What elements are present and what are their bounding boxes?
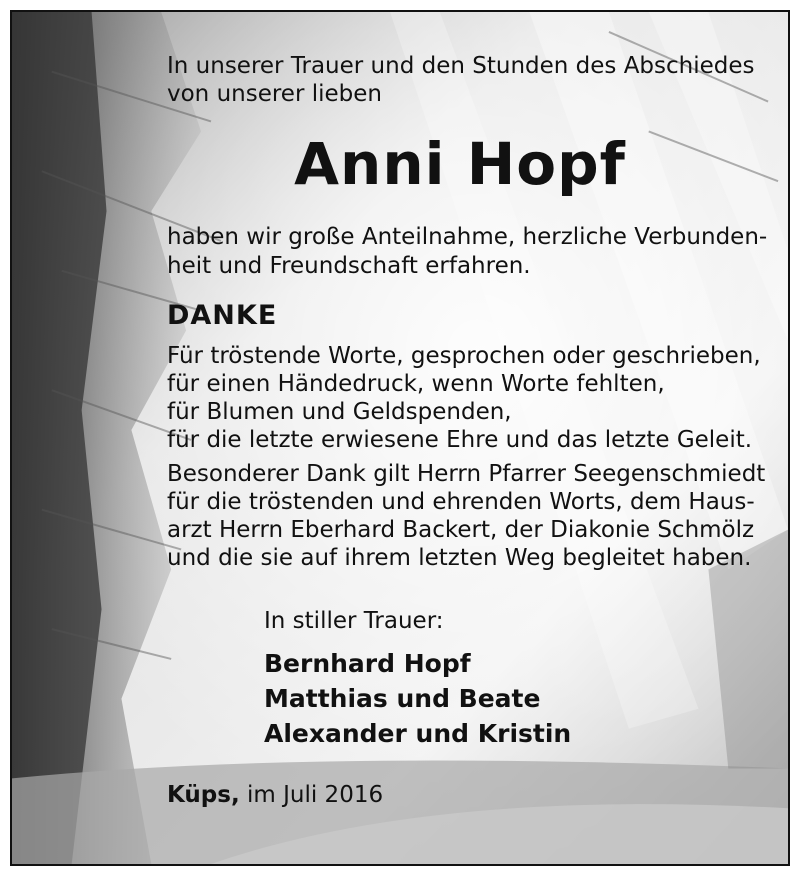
special-line: für die tröstenden und ehrenden Worts, dem Haus- [167, 489, 755, 515]
received-text [167, 223, 767, 281]
date: im Juli 2016 [239, 782, 384, 808]
received-line: heit und Freundschaft erfahren. [167, 253, 531, 279]
special-thanks-paragraph [167, 460, 765, 572]
special-line: Besonderer Dank gilt Herrn Pfarrer Seegenschmiedt [167, 461, 766, 487]
intro-line: von unserer lieben [167, 81, 382, 107]
thanks-heading: DANKE [167, 300, 278, 331]
mourner-name: Matthias und Beate [264, 684, 541, 713]
received-line: haben wir große Anteilnahme, herzliche Verbunden- [167, 224, 768, 250]
deceased-name: Anni Hopf [294, 130, 626, 198]
special-line: und die sie auf ihrem letzten Weg begleitet haben. [167, 545, 752, 571]
thanks-line: für einen Händedruck, wenn Worte fehlten, [167, 371, 665, 397]
thanks-line: Für tröstende Worte, gesprochen oder geschrieben, [167, 343, 761, 369]
mourner-name: Bernhard Hopf [264, 649, 471, 678]
intro-line: In unserer Trauer und den Stunden des Abschiedes [167, 53, 755, 79]
place-date [167, 782, 383, 808]
mourning-label: In stiller Trauer: [264, 608, 444, 634]
intro-text [167, 52, 755, 108]
thanks-paragraph [167, 342, 761, 454]
thanks-line: für Blumen und Geldspenden, [167, 399, 512, 425]
thanks-line: für die letzte erwiesene Ehre und das letzte Geleit. [167, 427, 753, 453]
place: Küps, [167, 782, 240, 808]
obituary-card [10, 10, 790, 866]
special-line: arzt Herrn Eberhard Backert, der Diakonie Schmölz [167, 517, 755, 543]
mourner-name: Alexander und Kristin [264, 719, 572, 748]
